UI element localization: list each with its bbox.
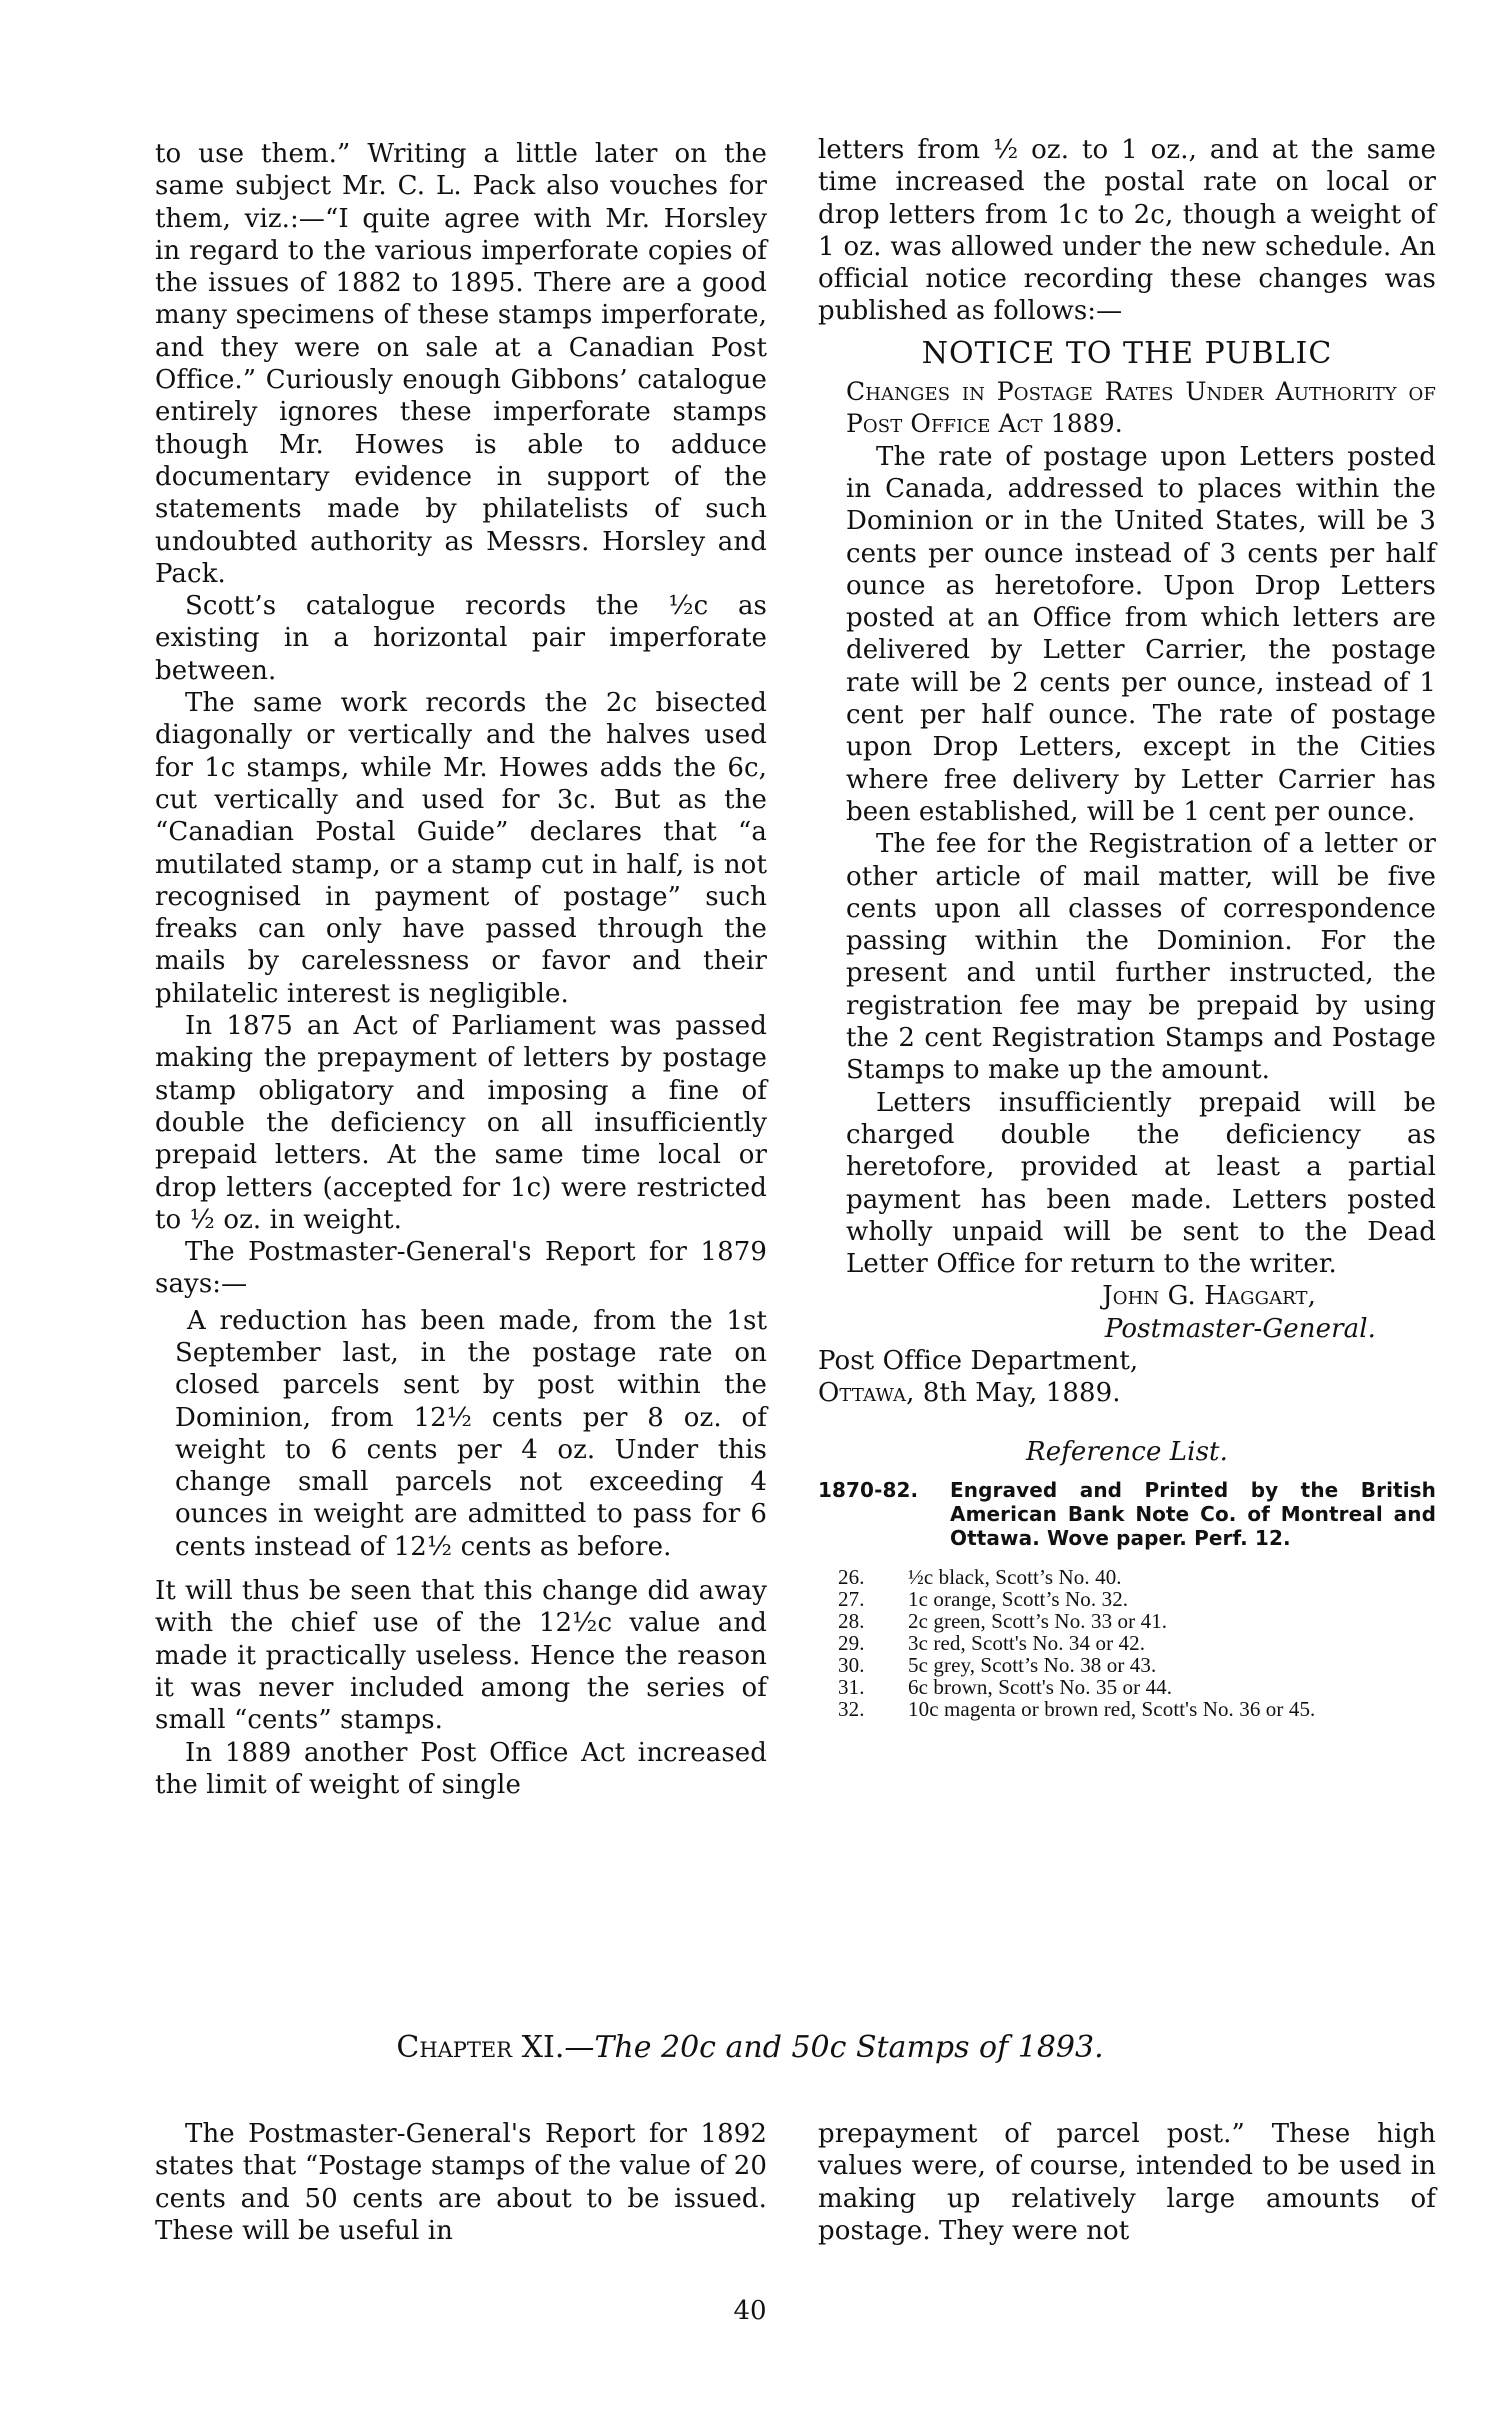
chapter-title: —The 20c and 50c Stamps of 1893.	[564, 2030, 1104, 2065]
paragraph: letters from ½ oz. to 1 oz., and at the same time increased the postal rate on local or drop letters from 1c to 2c, though a weight of 1 oz. was allowed under the new schedule. An official notice recording these changes was published as follows:—	[818, 135, 1436, 327]
item-text: 3c red, Scott's No. 34 or 42.	[908, 1630, 1146, 1655]
item-text: 1c orange, Scott’s No. 32.	[908, 1586, 1129, 1611]
item-text: 6c brown, Scott's No. 35 or 44.	[908, 1674, 1173, 1699]
item-text: ½c black, Scott’s No. 40.	[908, 1564, 1122, 1589]
chapter-label: Chapter XI.	[396, 2030, 565, 2065]
reference-description: Engraved and Printed by the British American Bank Note Co. of Montreal and Ottawa. Wove paper. Perf. 12.	[950, 1477, 1436, 1550]
signature-title: Postmaster-General.	[1104, 1313, 1376, 1344]
paragraph: The same work records the 2c bisected diagonally or vertically and the halves used for 1c stamps, while Mr. Howes adds the 6c, cut vertically and used for 3c. But as the “Canadian Postal Guide” declares that “a mutilated stamp, or a stamp cut in half, is not recognised in payment of postage” such freaks can only have passed through the mails by carelessness or favor and their philatelic interest is negligible.	[155, 688, 767, 1009]
paragraph: In 1875 an Act of Parliament was passed making the prepayment of letters by postage stamp obligatory and imposing a fine of double the deficiency on all insufficiently prepaid letters. At the same time local or drop letters (accepted for 1c) were restricted to ½ oz. in weight.	[155, 1011, 767, 1235]
paragraph: Scott’s catalogue records the ½c as existing in a horizontal pair imperforate between.	[155, 591, 767, 686]
item-text: 2c green, Scott’s No. 33 or 41.	[908, 1608, 1168, 1633]
list-item	[818, 1566, 1436, 1588]
paragraph: Letters insufficiently prepaid will be charged double the deficiency as heretofore, provided at least a partial payment has been made. Letters posted wholly unpaid will be sent to the Dead Letter Office for return to the writer.	[846, 1087, 1436, 1280]
chapter-heading	[0, 2030, 1500, 2065]
page-number: 40	[733, 2296, 767, 2326]
list-item	[818, 1610, 1436, 1632]
reference-period: 1870-82.	[818, 1477, 919, 1502]
block-quote	[155, 1305, 767, 1563]
paragraph: prepayment of parcel post.” These high values were, of course, intended to be used in making up relatively large amounts of postage. They were not	[818, 2119, 1436, 2246]
item-number: 31.	[838, 1674, 865, 1699]
paragraph: It will thus be seen that this change did away with the chief use of the 12½c value and made it practically useless. Hence the reason it was never included among the series of small “cents” stamps.	[155, 1576, 767, 1736]
list-item	[818, 1654, 1436, 1676]
notice-subtitle: Changes in Postage Rates Under Authority of Post Office Act 1889.	[846, 377, 1436, 439]
item-number: 27.	[838, 1586, 865, 1611]
notice-title: NOTICE TO THE PUBLIC	[921, 335, 1333, 371]
list-item	[818, 1676, 1436, 1698]
notice-body	[846, 441, 1436, 1345]
paragraph: The Postmaster-General's Report for 1892 states that “Postage stamps of the value of 20 cents and 50 cents are about to be issued. These will be useful in	[155, 2119, 767, 2246]
reference-list	[818, 1478, 1436, 1720]
item-text: 10c magenta or brown red, Scott's No. 36 or 45.	[908, 1696, 1316, 1721]
chapter-right-column	[818, 2118, 1436, 2247]
date: , 8th May, 1889.	[906, 1378, 1121, 1409]
paragraph: The fee for the Registration of a letter or other article of mail matter, will be five cents upon all classes of correspondence passing within the Dominion. For the present and until further instructed, the registration fee may be prepaid by using the 2 cent Registration Stamps and Postage Stamps to make up the amount.	[846, 829, 1436, 1086]
item-number: 26.	[838, 1564, 865, 1589]
quote-text: A reduction has been made, from the 1st September last, in the postage rate on closed parcels sent by post within the Dominion, from 12½ cents per 8 oz. of weight to 6 cents per 4 oz. Under this change small parcels not exceeding 4 ounces in weight are admitted to pass for 6 cents instead of 12½ cents as before.	[175, 1305, 767, 1562]
item-number: 28.	[838, 1608, 865, 1633]
reference-title: Reference List.	[1026, 1436, 1228, 1467]
item-number: 32.	[838, 1696, 865, 1721]
list-item	[818, 1632, 1436, 1654]
place-date	[818, 1377, 1436, 1409]
paragraph: The rate of postage upon Letters posted in Canada, addressed to places within the Dominion or in the United States, will be 3 cents per ounce instead of 3 cents per half ounce as heretofore. Upon Drop Letters posted at an Office from which letters are delivered by Letter Carrier, the postage rate will be 2 cents per ounce, instead of 1 cent per half ounce. The rate of postage upon Drop Letters, except in the Cities where free delivery by Letter Carrier has been established, will be 1 cent per ounce.	[846, 441, 1436, 827]
list-item	[818, 1698, 1436, 1720]
chapter-left-column	[155, 2118, 767, 2247]
department: Post Office Department,	[818, 1345, 1139, 1376]
item-number: 29.	[838, 1630, 865, 1655]
item-text: 5c grey, Scott’s No. 38 or 43.	[908, 1652, 1157, 1677]
signature-name: John G. Haggart,	[1102, 1281, 1316, 1312]
reference-items	[818, 1566, 1436, 1720]
left-column	[155, 138, 767, 1801]
list-item	[818, 1588, 1436, 1610]
city: Ottawa	[818, 1378, 907, 1409]
reference-header	[818, 1478, 1436, 1550]
right-column	[818, 134, 1436, 1720]
paragraph: In 1889 another Post Office Act increased the limit of weight of single	[155, 1737, 767, 1800]
paragraph: The Postmaster-General's Report for 1879 says:—	[155, 1237, 767, 1300]
paragraph: to use them.” Writing a little later on the same subject Mr. C. L. Pack also vouches for them, viz.:—“I quite agree with Mr. Horsley in regard to the various imperforate copies of the issues of 1882 to 1895. There are a good many specimens of these stamps imperforate, and they were on sale at a Canadian Post Office.” Curiously enough Gibbons’ catalogue entirely ignores these imperforate stamps though Mr. Howes is able to adduce documentary evidence in support of the statements made by philatelists of such undoubted authority as Messrs. Horsley and Pack.	[155, 139, 767, 589]
item-number: 30.	[838, 1652, 865, 1677]
